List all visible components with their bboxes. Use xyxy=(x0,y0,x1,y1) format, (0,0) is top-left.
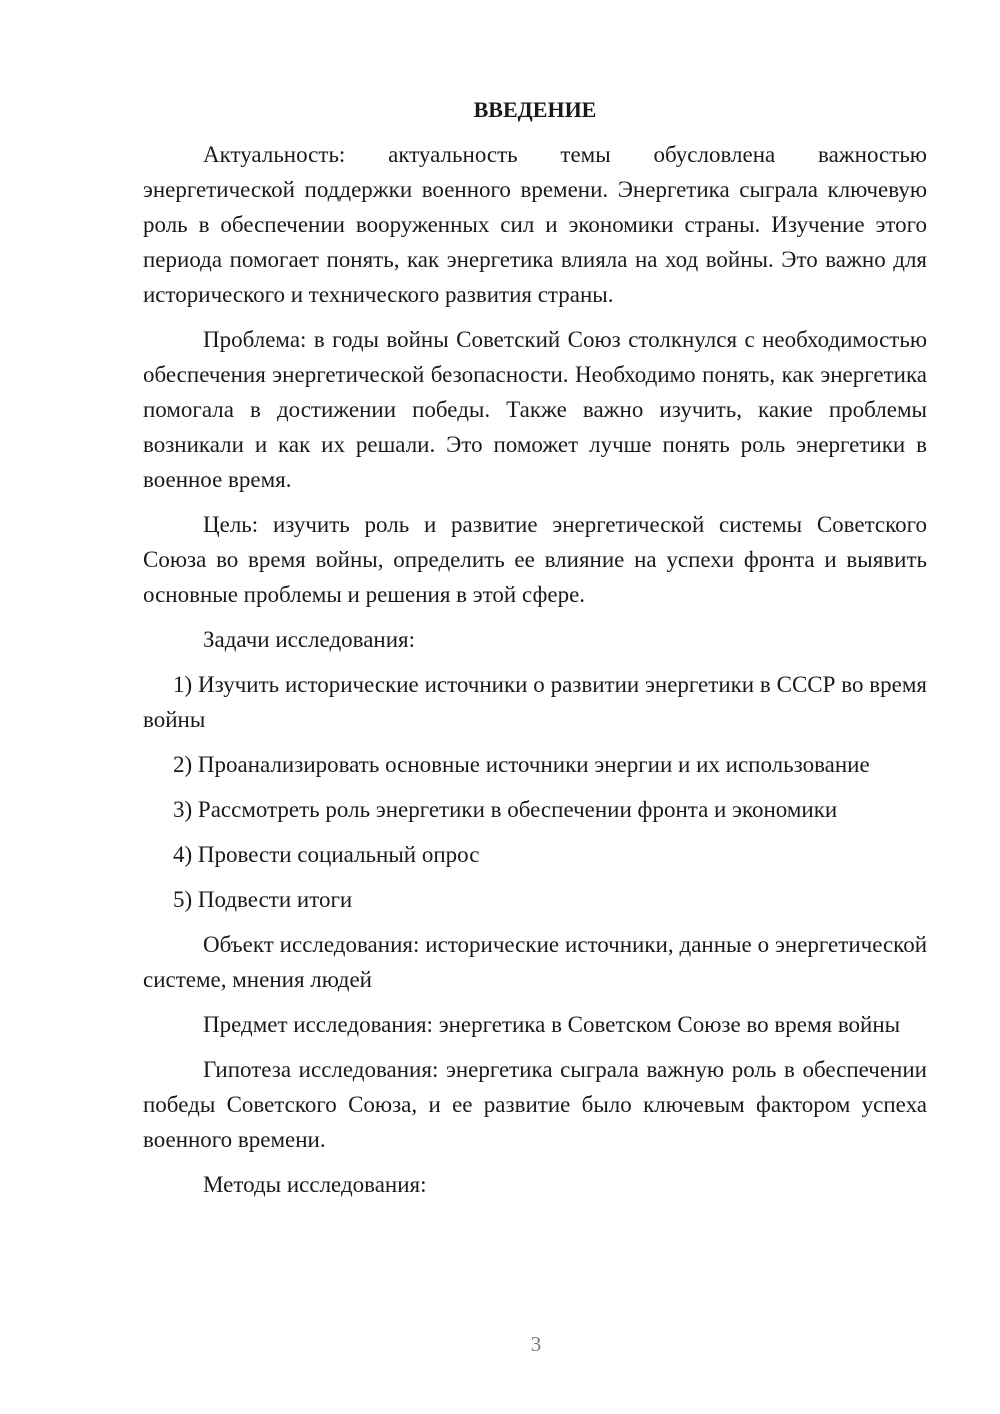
task-item-4: 4) Провести социальный опрос xyxy=(173,842,480,867)
paragraph-hypothesis: Гипотеза исследования: энергетика сыграла важную роль в обеспечении победы Советского Союза, и ее развитие было ключевым фактором успеха военного времени. xyxy=(143,1057,927,1152)
page-number: 3 xyxy=(530,1332,542,1356)
paragraph-goal: Цель: изучить роль и развитие энергетической системы Советского Союза во время войны, определить ее влияние на успехи фронта и выявить основные проблемы и решения в этой сфере. xyxy=(143,512,927,607)
paragraph-object: Объект исследования: исторические источники, данные о энергетической системе, мнения людей xyxy=(143,932,927,992)
paragraph-subject: Предмет исследования: энергетика в Советском Союзе во время войны xyxy=(203,1012,901,1037)
paragraph-problem: Проблема: в годы войны Советский Союз столкнулся с необходимостью обеспечения энергетической безопасности. Необходимо понять, как энергетика помогала в достижении победы. Также важно изучить, какие проблемы возникали и как их решали. Это поможет лучше понять роль энергетики в военное время. xyxy=(143,327,927,492)
task-item-2: 2) Проанализировать основные источники энергии и их использование xyxy=(173,752,870,777)
task-item-5: 5) Подвести итоги xyxy=(173,887,353,912)
page-content xyxy=(143,92,927,1212)
task-item-3: 3) Рассмотреть роль энергетики в обеспечении фронта и экономики xyxy=(173,797,838,822)
section-title: ВВЕДЕНИЕ xyxy=(473,97,597,122)
paragraph-relevance: Актуальность: актуальность темы обусловлена важностью энергетической поддержки военного времени. Энергетика сыграла ключевую роль в обеспечении вооруженных сил и экономики страны. Изучение этого периода помогает понять, как энергетика влияла на ход войны. Это важно для исторического и технического развития страны. xyxy=(143,142,927,307)
task-item-1: 1) Изучить исторические источники о развитии энергетики в СССР во время войны xyxy=(143,672,927,732)
tasks-heading: Задачи исследования: xyxy=(203,627,416,652)
methods-heading: Методы исследования: xyxy=(203,1172,427,1197)
